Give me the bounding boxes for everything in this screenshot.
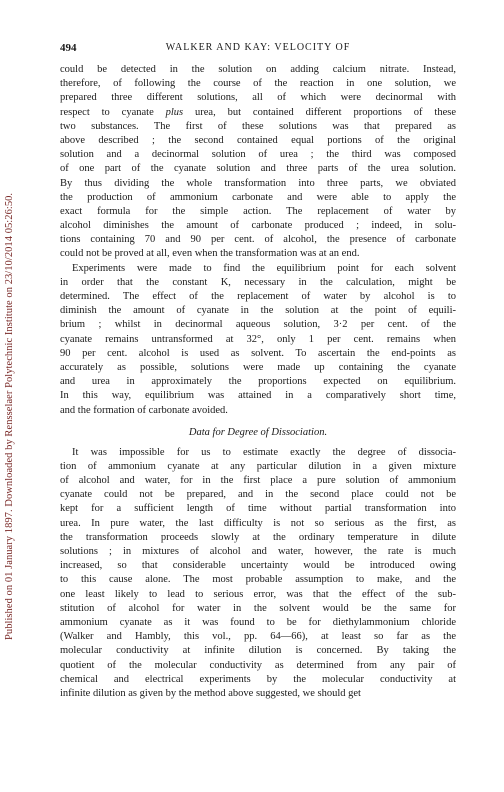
body-text <box>60 63 456 701</box>
text-line: urea. In pure water, the last difficulty is not so serious as the first, as <box>60 517 456 529</box>
text-line: molecular conductivity at infinite dilution is concerned. By taking the <box>60 645 456 657</box>
download-watermark <box>3 40 17 640</box>
section-heading: Data for Degree of Dissociation. <box>188 426 328 438</box>
text-line: increased, so that considerable uncertainty would be introduced owing <box>60 560 456 572</box>
text-line: exact formula for the simple action. The replacement of water by <box>60 205 456 217</box>
text-line: above described ; the second contained equal portions of the original <box>60 134 456 146</box>
text-line: could not be proved at all, even when the transformation was at an end. <box>60 248 360 260</box>
text-line: solutions ; in mixtures of alcohol and water, however, the rate is much <box>60 546 456 557</box>
text-line: prepared three different solutions, all of which were decinormal with <box>60 92 456 104</box>
text-line: solution and a decinormal solution of urea ; the third was composed <box>60 149 456 161</box>
text-line: and urea in approximately the proportions expected on equilibrium. <box>60 376 456 388</box>
page <box>60 42 456 701</box>
download-watermark-text: Published on 01 January 1897. Downloaded by Rensselaer Polytechnic Institute on 23/10/2014 05:26:50. <box>4 192 15 640</box>
text-line: chemical and electrical experiments by the molecular conductivity at <box>60 673 456 685</box>
text-line: in order that the constant K, necessary in the calculation, might be <box>60 276 456 288</box>
paragraph-1 <box>60 63 456 262</box>
text-line: Experiments were made to find the equilibrium point for each solvent <box>72 262 456 274</box>
text-line: respect to cyanate plus urea, but contained different proportions of these <box>60 106 456 118</box>
text-line: By thus dividing the whole transformation into three parts, we obviated <box>60 177 456 189</box>
text-line: therefore, of following the course of the reaction in one solution, we <box>60 78 456 90</box>
text-line: two substances. The first of these solutions was that prepared as <box>60 120 456 132</box>
text-line: tion of ammonium cyanate at any particular dilution in a given mixture <box>60 460 456 472</box>
text-line: diminish the amount of cyanate in the solution at the point of equili- <box>60 305 456 317</box>
running-header <box>60 42 456 58</box>
text-line: could be detected in the solution on adding calcium nitrate. Instead, <box>60 64 456 75</box>
text-line: the production of ammonium carbonate and were able to apply the <box>60 191 456 203</box>
text-line: accurately as possible, solutions were made up containing the cyanate <box>60 361 456 373</box>
text-line: to this cause alone. The most probable assumption to make, and the <box>60 574 456 586</box>
text-line: stitution of alcohol for water in the solvent would be the same for <box>60 602 456 614</box>
text-line: It was impossible for us to estimate exactly the degree of dissocia- <box>72 446 456 458</box>
text-line: cyanate remains untransformed at 32°, only 1 per cent. remains when <box>60 333 456 345</box>
text-line: quotient of the molecular conductivity as determined from any pair of <box>60 659 456 671</box>
text-line: cyanate could not be prepared, and in the second place could not be <box>60 489 456 501</box>
page-number: 494 <box>60 42 77 54</box>
paragraph-3 <box>60 446 456 701</box>
text-line: infinite dilution as given by the method above suggested, we should get <box>60 687 361 699</box>
text-line: determined. The effect of the replacement of water by alcohol is to <box>60 291 456 302</box>
text-line: and the formation of carbonate avoided. <box>60 404 228 416</box>
text-line: ammonium cyanate as it was found to be for diethylammonium chloride <box>60 616 456 628</box>
emphasis: plus <box>165 106 184 118</box>
text-line: (Walker and Hambly, this vol., pp. 64—66), at least so far as the <box>60 631 456 643</box>
text-line: kept for a sufficient length of time without partial transformation into <box>60 503 456 515</box>
text-line: of one part of the cyanate solution and three parts of the urea solution. <box>60 163 456 175</box>
text-line: 90 per cent. alcohol is used as solvent. To ascertain the end-points as <box>60 347 456 359</box>
text-line: one least likely to lead to serious error, was that the effect of the sub- <box>60 588 456 600</box>
text-line: brium ; whilst in decinormal aqueous solution, 3·2 per cent. of the <box>60 319 456 331</box>
running-title: WALKER AND KAY: VELOCITY OF <box>165 42 351 53</box>
text-line: In this way, equilibrium was attained in a comparatively short time, <box>60 390 456 402</box>
text-line: of alcohol and water, for in the first place a pure solution of ammonium <box>60 475 456 487</box>
text-line: tions containing 70 and 90 per cent. of alcohol, the presence of carbonate <box>60 234 456 246</box>
text-line: the transformation proceeds slowly at the ordinary temperature in dilute <box>60 531 456 543</box>
paragraph-2 <box>60 262 456 418</box>
text-line: alcohol diminishes the amount of carbonate produced ; indeed, in solu- <box>60 220 456 232</box>
